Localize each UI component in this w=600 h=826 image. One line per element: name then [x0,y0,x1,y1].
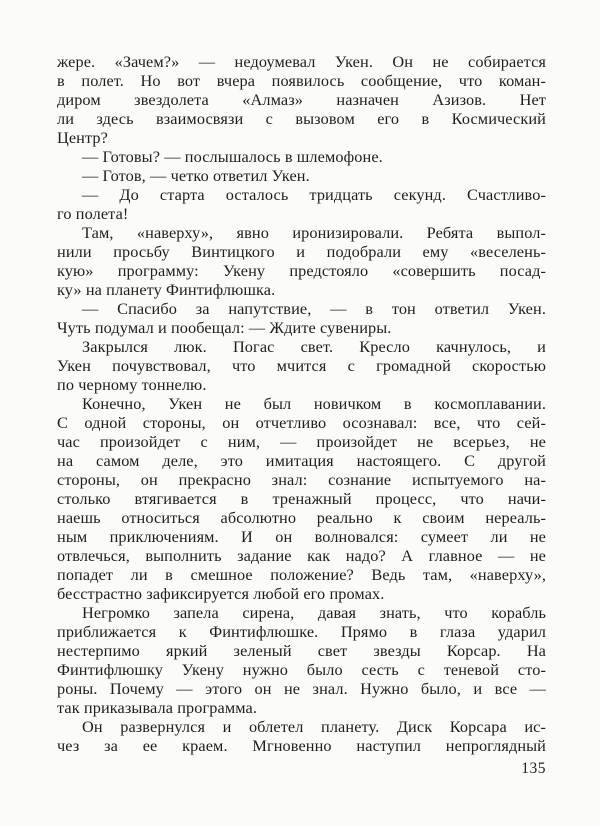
text-line: приближается к Финтифлюшке. Прямо в глаза ударил [57,622,546,641]
text-line: роны. Почему — этого он не знал. Нужно было, и все — [57,679,546,698]
text-line: по черному тоннелю. [57,375,207,394]
text-line: Негромко запела сирена, давая знать, что корабль [82,603,546,622]
text-line: кую» программу: Укену предстояло «совершить посад- [57,261,546,280]
text-line: нили просьбу Винтицкого и подобрали ему «веселень- [57,242,546,261]
text-line: жере. «Зачем?» — недоумевал Укен. Он не собирается [57,52,546,71]
text-line: наешь относиться абсолютно реально к своим нереаль- [57,508,546,527]
text-line: Финтифлюшку Укену нужно было сесть с теневой сто- [57,660,546,679]
text-line: чез за ее краем. Мгновенно наступил непроглядный [57,736,546,755]
text-line: ным приключениям. И он волновался: сумеет ли не [57,527,546,546]
text-block [57,52,546,755]
text-line: ку» на планету Финтифлюшка. [57,280,276,299]
text-line: на самом деле, это имитация настоящего. С другой [57,451,546,470]
text-line: — Готов, — четко ответил Укен. [82,166,310,185]
text-line: нестерпимо яркий зеленый свет звезды Корсар. На [57,641,546,660]
paragraph [57,394,546,603]
paragraph [57,717,546,755]
text-line: стороны, он прекрасно знал: сознание испытуемого на- [57,470,546,489]
paragraph [57,223,546,299]
text-line: Конечно, Укен не был новичком в космоплавании. [82,394,546,413]
paragraph [57,52,546,147]
text-line: отвлечься, выполнить задание как надо? А главное — не [57,546,546,565]
text-line: — До старта осталось тридцать секунд. Счастливо- [82,185,546,204]
text-line: — Готовы? — послышалось в шлемофоне. [82,147,383,166]
text-line: Закрылся люк. Погас свет. Кресло качнулось, и [82,337,546,356]
text-line: Чуть подумал и пообещал: — Ждите сувениры. [57,318,392,337]
text-line: так приказывала программа. [57,698,258,717]
paragraph [57,185,546,223]
text-line: час произойдет с ним, — произойдет не всерьез, не [57,432,546,451]
paragraph [57,147,546,166]
text-line: го полета! [57,204,129,223]
text-line: попадет ли в смешное положение? Ведь там, «наверху», [57,565,546,584]
text-line: Центр? [57,128,108,147]
text-line: С одной стороны, он отчетливо осознавал: все, что сей- [57,413,546,432]
text-line: в полет. Но вот вчера появилось сообщение, что коман- [57,71,546,90]
paragraph [57,299,546,337]
text-line: — Спасибо за напутствие, — в тон ответил Укен. [82,299,546,318]
text-line: столько втягивается в тренажный процесс, что начи- [57,489,546,508]
paragraph [57,166,546,185]
text-line: бесстрастно зафиксируется любой его промах. [57,584,385,603]
paragraph [57,603,546,717]
text-line: Там, «наверху», явно иронизировали. Ребята выпол- [82,223,546,242]
text-line: ли здесь взаимосвязи с вызовом его в Космический [57,109,546,128]
text-line: Он развернулся и облетел планету. Диск Корсара ис- [82,717,546,736]
page-number: 135 [521,760,546,777]
paragraph [57,337,546,394]
text-line: диром звездолета «Алмаз» назначен Азизов. Нет [57,90,546,109]
text-line: Укен почувствовал, что мчится с громадной скоростью [57,356,546,375]
